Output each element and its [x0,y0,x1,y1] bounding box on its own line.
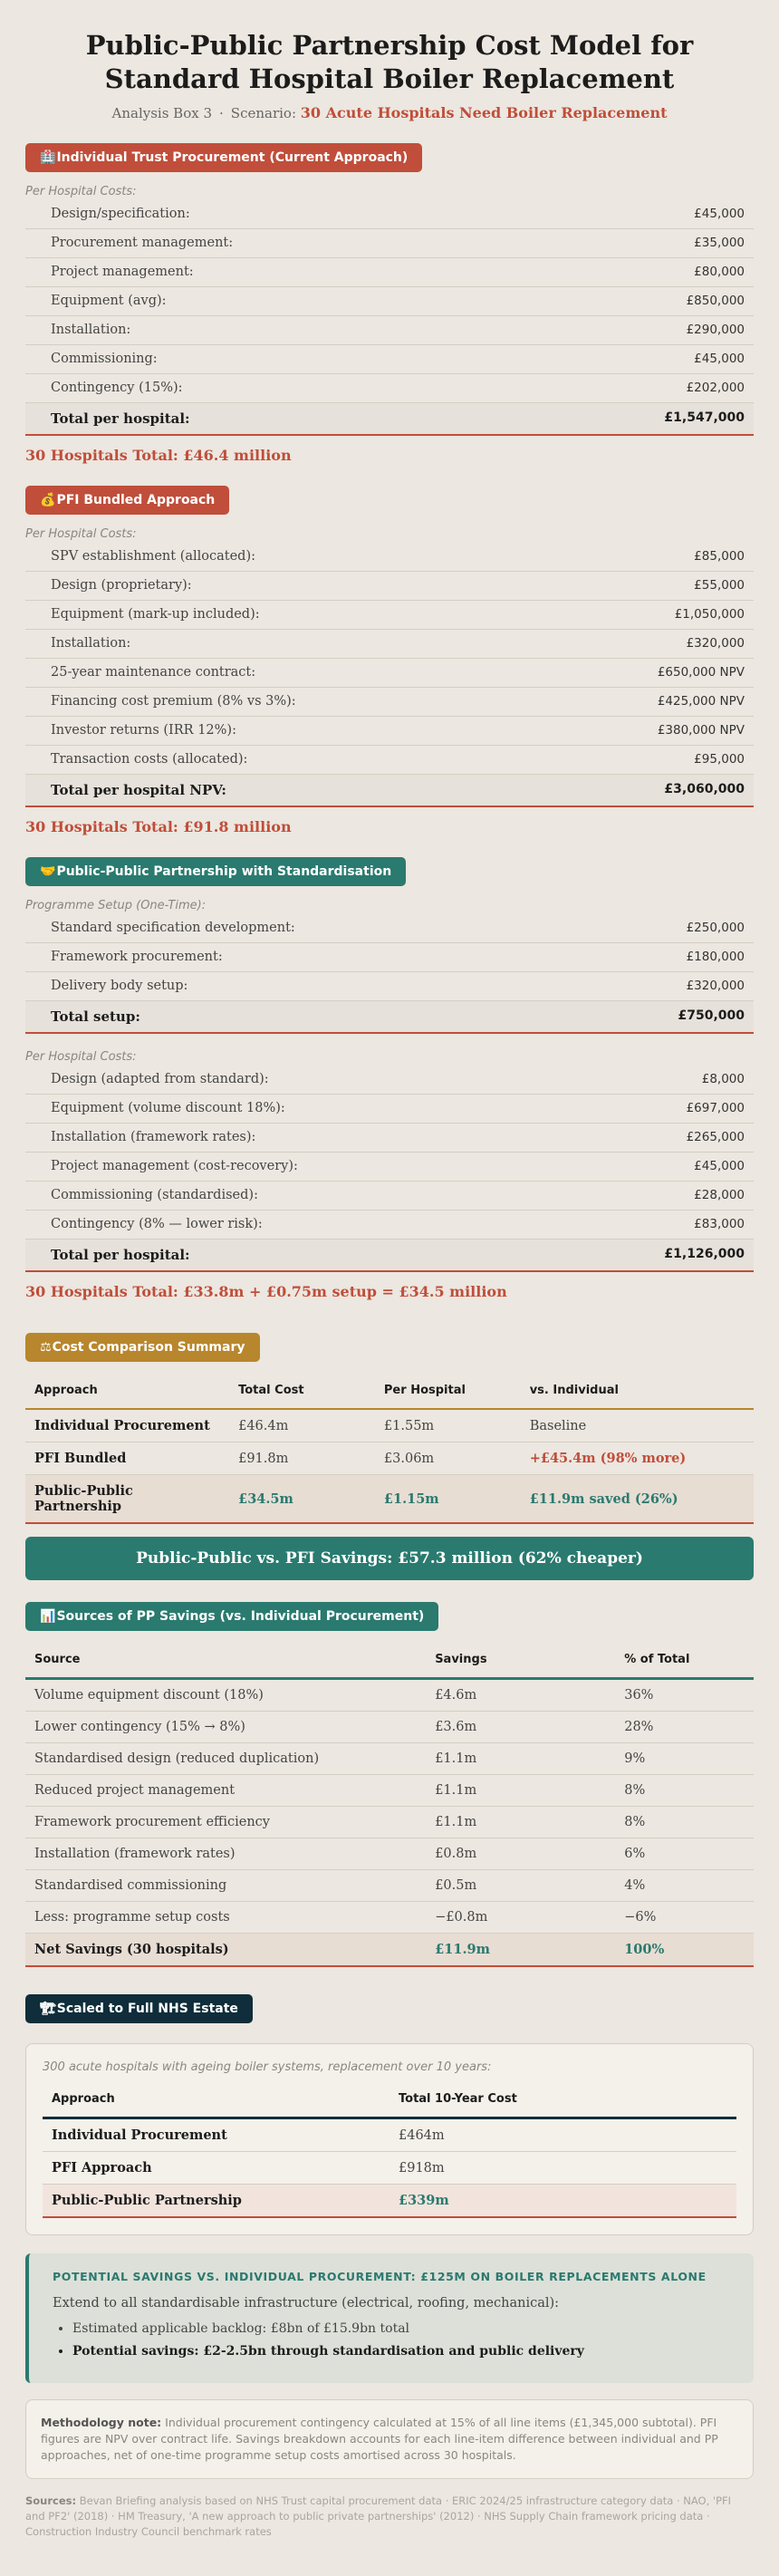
column-header: Savings [435,1653,487,1666]
grand-total: 30 Hospitals Total: £46.4 million [25,447,292,464]
table-row: Individual Procurement £464m [43,2118,736,2152]
cost-list [25,200,754,402]
total-row: Total per hospital NPV: £3,060,000 [25,774,754,807]
methodology-text: Individual procurement contingency calculated at 15% of all line items (£1,345,000 subtotal). PFI figures are NPV over contract life. Savings breakdown accounts for each line-item difference between individual and PP approaches, net of one-time programme setup costs amortised across 30 hospitals. [41,2416,718,2462]
list-item: • Estimated applicable backlog: £8bn of £15.9bn total [72,2321,736,2336]
cost-row: 25-year maintenance contract: £650,000 NPV [25,659,754,688]
page-subtitle [25,104,754,121]
cost-row: Framework procurement: £180,000 [25,943,754,972]
column-header: % of Total [624,1653,690,1666]
column-header: Approach [34,1384,98,1397]
cost-row: Delivery body setup: £320,000 [51,979,745,993]
cost-row: Standard specification development: £250,000 [25,914,754,943]
total-row: Total per hospital: £1,126,000 [25,1239,754,1272]
section-heading-individual: 🏥Individual Trust Procurement (Current Approach) [25,143,422,172]
nhs-estate-section [25,1967,754,2235]
section-heading-pfi: 💰PFI Bundled Approach [25,486,229,515]
cost-row: SPV establishment (allocated): £85,000 [25,543,754,572]
cost-row: Project management (cost-recovery): £45,000 [25,1153,754,1182]
money-bag-icon: 💰 [40,493,56,507]
cost-row: Commissioning: £45,000 [25,345,754,374]
grand-total: 30 Hospitals Total: £91.8 million [25,818,292,835]
cost-row: Financing cost premium (8% vs 3%): £425,000 NPV [25,688,754,717]
cost-row: Installation: £290,000 [25,316,754,345]
handshake-icon: 🤝 [40,864,56,879]
savings-sources-section [25,1580,754,1967]
column-header: Approach [52,2092,115,2106]
page-header [25,29,754,121]
methodology-label: Methodology note: [41,2416,162,2429]
cost-list [25,1066,754,1239]
cost-row: Equipment (avg): £850,000 [25,287,754,316]
table-row: Individual Procurement £46.4m £1.55m Baseline [25,1409,754,1442]
callout-title: POTENTIAL SAVINGS VS. INDIVIDUAL PROCUREMENT: £125M ON BOILER REPLACEMENTS ALONE [53,2270,707,2283]
cost-row: Contingency (15%): £202,000 [51,381,745,395]
savings-banner: Public-Public vs. PFI Savings: £57.3 million (62% cheaper) [25,1537,754,1580]
column-header: Total Cost [238,1384,304,1397]
group-label: Per Hospital Costs: [25,1050,137,1064]
separator: · [219,105,224,121]
cost-list [25,543,754,774]
bar-chart-icon: 📊 [40,1609,56,1624]
section-heading-nhs-estate: 🏗Scaled to Full NHS Estate [25,1994,253,2023]
section-heading-savings-sources: 📊Sources of PP Savings (vs. Individual Procurement) [25,1602,438,1631]
comparison-table [25,1373,754,1524]
cost-row: Procurement management: £35,000 [25,229,754,258]
public-public-section [25,835,754,1300]
cost-row: Investor returns (IRR 12%): £380,000 NPV [25,717,754,746]
individual-procurement-section [25,121,754,464]
cost-row: Equipment (volume discount 18%): £697,000 [25,1095,754,1124]
callout-list [53,2321,736,2359]
table-row: Lower contingency (15% → 8%) £3.6m 28% [25,1712,754,1743]
scenario-label: Scenario: [230,105,297,121]
comparison-section [25,1300,754,1580]
cost-row: Installation: £320,000 [25,630,754,659]
box-label: Analysis Box 3 [111,105,213,121]
page-title: Public-Public Partnership Cost Model for Standard Hospital Boiler Replacement [85,30,694,94]
sources-label: Sources: [25,2494,77,2507]
cost-row: Design (proprietary): £55,000 [25,572,754,601]
cost-row: Project management: £80,000 [25,258,754,287]
cost-row: Installation (framework rates): £265,000 [25,1124,754,1153]
column-header: Total 10-Year Cost [399,2092,517,2106]
sources-footer [25,2494,754,2540]
column-header: Source [34,1653,81,1666]
callout-text: Extend to all standardisable infrastructure (electrical, roofing, mechanical): [53,2296,560,2311]
pfi-section [25,464,754,835]
cost-row: Commissioning (standardised): £28,000 [25,1182,754,1211]
table-row: PFI Approach £918m [43,2152,736,2185]
setup-cost-list [25,914,754,1000]
group-label: Per Hospital Costs: [25,527,137,541]
table-row: Installation (framework rates) £0.8m 6% [25,1838,754,1870]
estate-intro: 300 acute hospitals with ageing boiler systems, replacement over 10 years: [43,2060,492,2074]
cost-row: Design (adapted from standard): £8,000 [25,1066,754,1095]
table-row-highlight: Public-Public Partnership £34.5m £1.15m £11.9m saved (26%) [25,1475,754,1524]
table-row: Standardised commissioning £0.5m 4% [25,1870,754,1902]
potential-savings-callout [25,2253,754,2383]
estate-box [25,2043,754,2235]
group-label: Programme Setup (One-Time): [25,899,207,912]
cost-row: Transaction costs (allocated): £95,000 [51,752,745,767]
construction-icon: 🏗 [40,2002,56,2016]
hospital-icon: 🏥 [40,150,56,165]
table-row: Standardised design (reduced duplication) £1.1m 9% [25,1743,754,1775]
savings-sources-table [25,1642,754,1967]
column-header: Per Hospital [383,1384,466,1397]
table-row: Less: programme setup costs −£0.8m −6% [25,1902,754,1934]
list-item: • Potential savings: £2-2.5bn through standardisation and public delivery [72,2344,736,2359]
cost-row: Equipment (mark-up included): £1,050,000 [25,601,754,630]
estate-table [43,2081,736,2218]
group-label: Per Hospital Costs: [25,185,137,198]
net-savings-row: Net Savings (30 hospitals) £11.9m 100% [25,1934,754,1967]
methodology-note [25,2399,754,2479]
cost-row: Contingency (8% — lower risk): £83,000 [51,1217,745,1231]
scenario-value: 30 Acute Hospitals Need Boiler Replacement [300,104,668,121]
table-row-highlight: Public-Public Partnership £339m [43,2185,736,2218]
section-heading-comparison: ⚖Cost Comparison Summary [25,1333,260,1362]
grand-total: 30 Hospitals Total: £33.8m + £0.75m setup = £34.5 million [25,1283,507,1300]
table-row: Reduced project management £1.1m 8% [25,1775,754,1807]
cost-row: Design/specification: £45,000 [25,200,754,229]
total-row: Total per hospital: £1,547,000 [25,402,754,436]
scales-icon: ⚖ [40,1340,52,1355]
table-row: PFI Bundled £91.8m £3.06m +£45.4m (98% more) [25,1442,754,1475]
table-row: Framework procurement efficiency £1.1m 8% [25,1807,754,1838]
setup-total-row: Total setup: £750,000 [25,1000,754,1034]
table-row: Volume equipment discount (18%) £4.6m 36% [25,1679,754,1712]
sources-text: Bevan Briefing analysis based on NHS Trust capital procurement data · ERIC 2024/25 infrastructure category data · NAO, 'PFI and PF2' (2018) · HM Treasury, 'A new approach to public private partnerships' (2012) · NHS Supply Chain framework pricing data · Construction Industry Council benchmark rates [25,2494,732,2538]
column-header: vs. Individual [529,1384,619,1397]
section-heading-public-public: 🤝Public-Public Partnership with Standardisation [25,857,406,886]
